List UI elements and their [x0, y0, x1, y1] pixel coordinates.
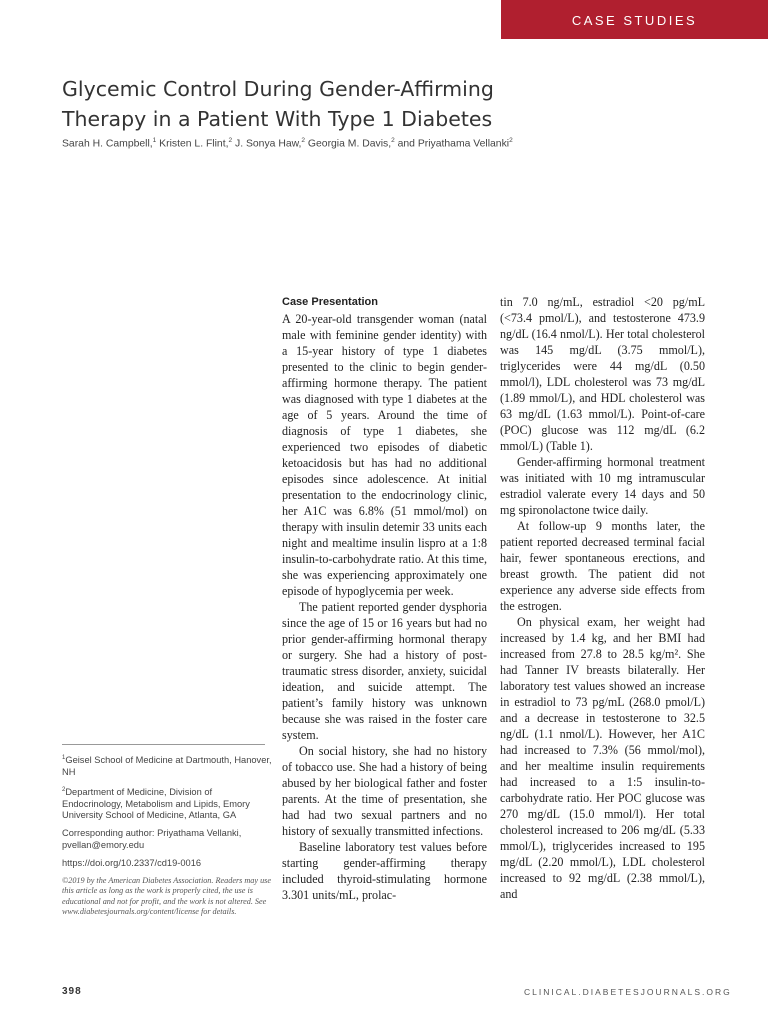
body-paragraph: Baseline laboratory test values before starting gender-affirming therapy included thyroid-stimulating hormone 3.301 units/mL, prolac- — [282, 840, 487, 902]
footnote-divider — [62, 744, 265, 745]
section-heading: Case Presentation — [282, 296, 378, 308]
author-affiliation-mark: 2 — [228, 137, 233, 144]
affiliation-1 — [62, 753, 272, 779]
author-affiliation-mark: 2 — [509, 137, 513, 144]
author-name: Georgia M. Davis, — [305, 138, 392, 150]
title-line-2: Therapy in a Patient With Type 1 Diabetes — [62, 107, 493, 131]
affiliation-text: Department of Medicine, Division of Endocrinology, Metabolism and Lipids, Emory University School of Medicine, Atlanta, GA — [62, 786, 250, 821]
author-name: J. Sonya Haw, — [232, 138, 302, 150]
body-paragraph: On physical exam, her weight had increased by 1.4 kg, and her BMI had increased from 27.8 to 28.5 kg/m². She had Tanner IV breasts bilaterally. Her laboratory test values showed an increase in estradiol to 73 pg/mL (268.0 pmol/L) and a decrease in testosterone to 32.5 ng/dL (1.1 nmol/L). However, her A1C had increased to 7.3% (56 mmol/mol), and her mealtime insulin requirements had increased to a 1:5 insulin-to-carbohydrate ratio. Her POC glucose was 270 mg/dL (15.0 mmol/l). Her total cholesterol increased to 206 mg/dL (5.33 mmol/L), triglycerides increased to 195 mg/dL (2.20 mmol/L), LDL cholesterol increased to 92 mg/dL (2.38 mmol/L), and — [500, 615, 705, 901]
affiliation-2 — [62, 785, 272, 822]
corresponding-author: Corresponding author: Priyathama Vellanki, pvellan@emory.edu — [62, 828, 242, 850]
body-column-left — [282, 294, 487, 903]
footnotes — [62, 753, 272, 924]
page-number: 398 — [62, 986, 82, 997]
author-affiliation-mark: 2 — [391, 137, 395, 144]
author-name: Kristen L. Flint, — [156, 138, 229, 150]
author-list — [62, 137, 702, 149]
section-banner: CASE STUDIES — [501, 0, 768, 39]
copyright-notice: ©2019 by the American Diabetes Association. Readers may use this article as long as the work is properly cited, the use is educational and not for profit, and the work is not altered. See www.diabetesjournals.org/content/license for details. — [62, 875, 271, 917]
author-name: Sarah H. Campbell, — [62, 138, 153, 150]
author-affiliation-mark: 1 — [152, 137, 157, 144]
affiliation-text: Geisel School of Medicine at Dartmouth, Hanover, NH — [62, 755, 272, 777]
affiliation-mark: 2 — [62, 786, 66, 793]
body-paragraph: Gender-affirming hormonal treatment was initiated with 10 mg intramuscular estradiol valerate every 14 days and 50 mg spironolactone twice daily. — [500, 455, 705, 517]
body-paragraph: A 20-year-old transgender woman (natal male with feminine gender identity) with a 15-year history of type 1 diabetes presented to the clinic to begin gender-affirming hormone therapy. The patient was diagnosed with type 1 diabetes at the age of 5 years. Around the time of diagnosis of type 1 diabetes, she experienced two episodes of diabetic ketoacidosis but has had no additional episodes since adolescence. At initial presentation to the endocrinology clinic, her A1C was 6.8% (51 mmol/mol) on therapy with insulin detemir 33 units each night and mealtime insulin lispro at a 1:8 insulin-to-carbohydrate ratio. At this time, she was experiencing approximately one episode of hypoglycemia per week. — [282, 312, 487, 598]
journal-url[interactable]: CLINICAL.DIABETESJOURNALS.ORG — [524, 987, 732, 997]
title-line-1: Glycemic Control During Gender-Affirming — [62, 77, 494, 101]
author-name: and Priyathama Vellanki — [394, 138, 510, 150]
body-paragraph: At follow-up 9 months later, the patient reported decreased terminal facial hair, fewer spontaneous erections, and breast growth. The patient did not experience any adverse side effects from the estrogen. — [500, 519, 705, 613]
body-column-right — [500, 294, 705, 902]
author-affiliation-mark: 2 — [301, 137, 306, 144]
article-title — [62, 74, 662, 134]
body-paragraph: tin 7.0 ng/mL, estradiol <20 pg/mL (<73.4 pmol/L), and testosterone 473.9 ng/dL (16.4 nmol/L). Her total cholesterol was 145 mg/dL (3.75 mmol/L), triglycerides were 44 mg/dL (0.50 mmol/l), LDL cholesterol was 73 mg/dL (1.89 mmol/L), and HDL cholesterol was 63 mg/dL (1.63 mmol/L). Point-of-care (POC) glucose was 112 mg/dL (6.2 mmol/L) (Table 1). — [500, 295, 705, 453]
doi-link[interactable]: https://doi.org/10.2337/cd19-0016 — [62, 857, 202, 868]
body-paragraph: On social history, she had no history of tobacco use. She had a history of being abused by her biological father and foster parents. At the time of presentation, she had had two sexual partners and no history of sexually transmitted infections. — [282, 744, 487, 838]
body-paragraph: The patient reported gender dysphoria since the age of 15 or 16 years but had no prior gender-affirming hormonal therapy or surgery. She had a history of post-traumatic stress disorder, anxiety, suicidal ideation, and suicide attempt. The patient’s family history was unknown because she was raised in the foster care system. — [282, 600, 487, 742]
affiliation-mark: 1 — [62, 755, 66, 761]
